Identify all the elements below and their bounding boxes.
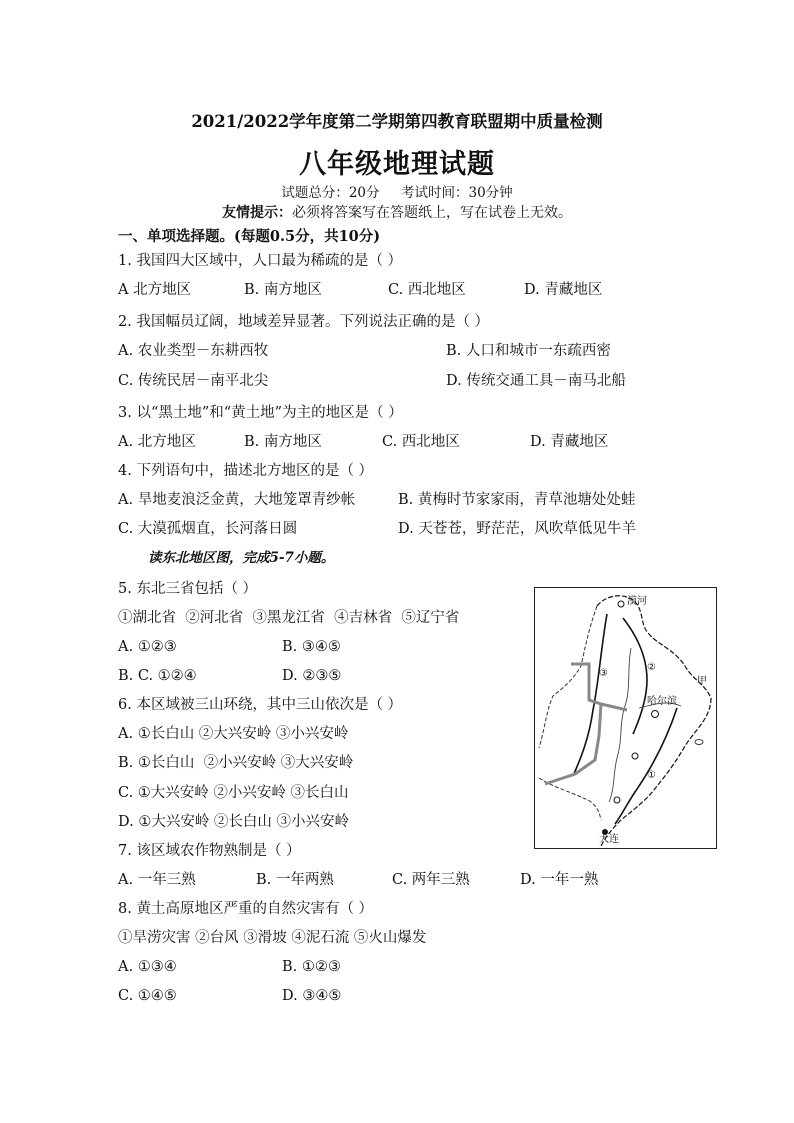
railway xyxy=(545,664,601,784)
subject-title: 八年级地理试题 xyxy=(299,149,495,180)
label-range-2: ② xyxy=(647,662,656,673)
q7-option-a: A. 一年三熟 xyxy=(118,872,196,888)
northeast-map xyxy=(534,587,717,849)
q5-option-c: B. C. ①②④ xyxy=(118,668,197,684)
q4-option-c: C. 大漠孤烟直，长河落日圆 xyxy=(118,521,298,537)
exam-meta: 试题总分：20分 考试时间：30分钟 xyxy=(281,185,513,201)
city-changchun-dot xyxy=(632,753,638,759)
lake xyxy=(695,740,703,745)
railway-branch xyxy=(601,704,627,710)
q8-option-c: C. ①④⑤ xyxy=(118,988,177,1004)
city-harbin-dot xyxy=(652,711,659,718)
q6-stem: 6. 本区域被三山环绕，其中三山依次是（ ） xyxy=(118,697,403,713)
section-heading: 一、单项选择题。(每题0.5分，共10分) xyxy=(118,228,381,245)
map-svg xyxy=(535,588,716,848)
q2-option-c: C. 传统民居－南平北尖 xyxy=(118,373,269,389)
q7-option-d: D. 一年一熟 xyxy=(520,872,599,888)
tip-text: 必须将答案写在答题纸上，写在试卷上无效。 xyxy=(292,205,572,221)
label-mohe: 漠河 xyxy=(627,596,647,607)
tip-label: 友情提示： xyxy=(222,205,292,221)
label-range-1: ① xyxy=(647,770,656,781)
q2-option-a: A. 农业类型－东耕西牧 xyxy=(118,343,269,359)
q3-option-d: D. 青藏地区 xyxy=(530,434,609,450)
province-border-west xyxy=(539,606,601,820)
q6-option-c: C. ①大兴安岭 ②小兴安岭 ③长白山 xyxy=(118,785,349,801)
q4-option-b: B. 黄梅时节家家雨，青草池塘处处蛙 xyxy=(398,492,636,508)
q3-option-c: C. 西北地区 xyxy=(382,434,460,450)
q3-stem: 3. 以“黑土地”和“黄土地”为主的地区是（ ） xyxy=(118,405,403,421)
city-mohe-dot xyxy=(618,601,624,607)
q2-option-b: B. 人口和城市一东疏西密 xyxy=(446,343,611,359)
q4-option-a: A. 旱地麦浪泛金黄，大地笼罩青纱帐 xyxy=(118,492,356,508)
q6-option-b: B. ①长白山 ②小兴安岭 ③大兴安岭 xyxy=(118,755,354,771)
q3-option-a: A. 北方地区 xyxy=(118,434,196,450)
instruction: 读东北地区图，完成5-7小题。 xyxy=(148,550,335,566)
label-dalian: 大连 xyxy=(599,834,619,845)
q1-stem: 1. 我国四大区域中，人口最为稀疏的是（ ） xyxy=(118,253,403,269)
q1-option-a: A 北方地区 xyxy=(118,282,192,298)
q8-option-d: D. ③④⑤ xyxy=(282,988,342,1004)
q7-option-c: C. 两年三熟 xyxy=(392,872,470,888)
river xyxy=(609,648,631,802)
region-border xyxy=(597,596,711,846)
q4-stem: 4. 下列语句中，描述北方地区的是（ ） xyxy=(118,463,374,479)
q2-option-d: D. 传统交通工具－南马北船 xyxy=(446,373,626,389)
q5-items: ①湖北省 ②河北省 ③黑龙江省 ④吉林省 ⑤辽宁省 xyxy=(118,610,460,626)
q5-option-b: B. ③④⑤ xyxy=(282,639,341,655)
q8-option-a: A. ①③④ xyxy=(118,959,177,975)
q5-stem: 5. 东北三省包括（ ） xyxy=(118,581,258,597)
q5-option-d: D. ②③⑤ xyxy=(282,668,342,684)
q2-stem: 2. 我国幅员辽阔，地域差异显著。下列说法正确的是（ ） xyxy=(118,314,490,330)
q3-option-b: B. 南方地区 xyxy=(244,434,322,450)
label-jia: 甲 xyxy=(697,676,707,687)
q1-option-d: D. 青藏地区 xyxy=(524,282,603,298)
tip-line xyxy=(0,202,794,222)
q4-option-d: D. 天苍苍，野茫茫，风吹草低见牛羊 xyxy=(398,521,636,537)
range-1 xyxy=(615,708,677,824)
q7-option-b: B. 一年两熟 xyxy=(256,872,334,888)
q6-option-d: D. ①大兴安岭 ②长白山 ③小兴安岭 xyxy=(118,814,350,830)
q7-stem: 7. 该区域农作物熟制是（ ） xyxy=(118,843,301,859)
city-shenyang-dot xyxy=(614,797,620,803)
q8-stem: 8. 黄土高原地区严重的自然灾害有（ ） xyxy=(118,901,374,917)
label-range-3: ③ xyxy=(599,668,608,679)
q6-option-a: A. ①长白山 ②大兴安岭 ③小兴安岭 xyxy=(118,726,349,742)
q1-option-c: C. 西北地区 xyxy=(388,282,466,298)
exam-title: 2021/2022学年度第二学期第四教育联盟期中质量检测 xyxy=(191,112,603,131)
label-harbin: 哈尔滨 xyxy=(647,696,677,707)
q5-option-a: A. ①②③ xyxy=(118,639,177,655)
q8-items: ①旱涝灾害 ②台风 ③滑坡 ④泥石流 ⑤火山爆发 xyxy=(118,930,427,946)
range-2 xyxy=(623,618,647,734)
q1-option-b: B. 南方地区 xyxy=(244,282,322,298)
q8-option-b: B. ①②③ xyxy=(282,959,341,975)
